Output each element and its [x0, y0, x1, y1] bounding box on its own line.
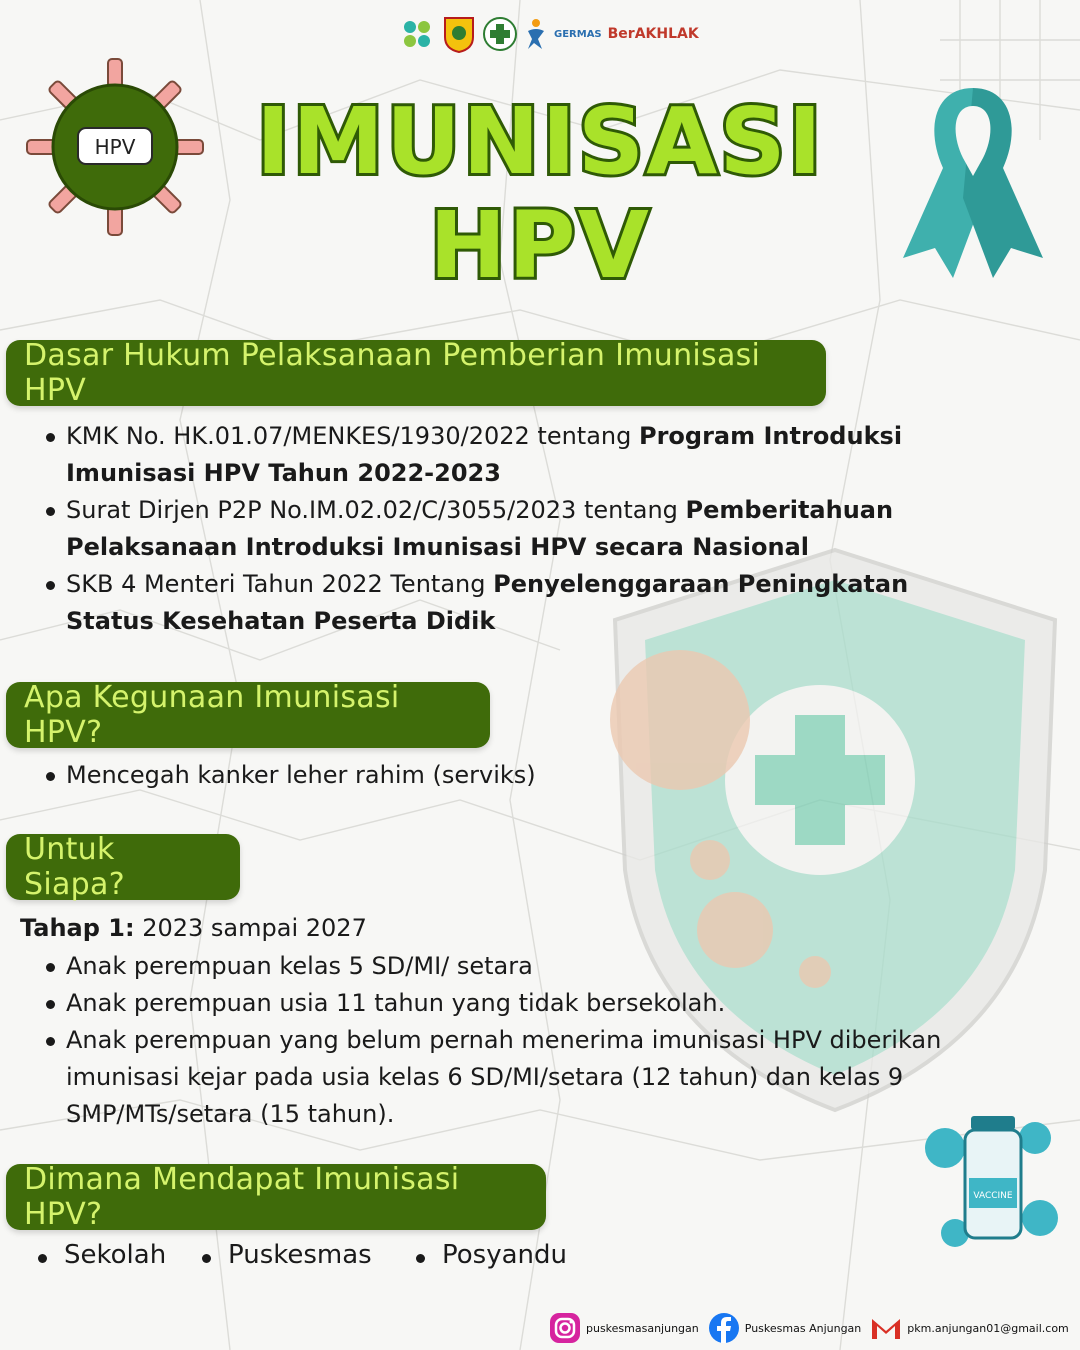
- place-item-sekolah: Sekolah: [38, 1240, 166, 1270]
- gmail-icon: [869, 1311, 903, 1345]
- email-contact[interactable]: [869, 1311, 1069, 1345]
- instagram-contact[interactable]: [548, 1311, 699, 1345]
- berakhlak-logo-text: BerAKHLAK: [607, 26, 699, 42]
- list-item: Anak perempuan kelas 5 SD/MI/ setara: [8, 948, 1008, 985]
- instagram-icon: [548, 1311, 582, 1345]
- partner-logos: [398, 12, 699, 56]
- regency-emblem-icon: [442, 15, 476, 53]
- list-item: Anak perempuan yang belum pernah menerima imunisasi HPV diberikan imunisasi kejar pada usia kelas 6 SD/MI/setara (12 tahun) dan kelas 9 SMP/MTs/setara (15 tahun).: [8, 1022, 1008, 1133]
- footer-contacts: [548, 1308, 1069, 1348]
- vaccine-vial-icon: [915, 1108, 1065, 1258]
- section-header-kegunaan: Apa Kegunaan Imunisasi HPV?: [6, 682, 490, 748]
- germas-figure-icon: [524, 17, 548, 51]
- kemenkes-logo-icon: [398, 15, 436, 53]
- list-item: Anak perempuan usia 11 tahun yang tidak bersekolah.: [8, 985, 1008, 1022]
- facebook-icon: [707, 1311, 741, 1345]
- untuk-siapa-list: [8, 948, 1008, 1133]
- title-line-2: HPV: [429, 192, 651, 299]
- vaccine-label: VACCINE: [973, 1191, 1013, 1201]
- title-line-1: IMUNISASI: [256, 88, 824, 195]
- tahap-period: 2023 sampai 2027: [134, 914, 367, 942]
- instagram-handle: puskesmasanjungan: [586, 1321, 699, 1335]
- list-item: SKB 4 Menteri Tahun 2022 Tentang Penyelenggaraan Peningkatan Status Kesehatan Peserta Didik: [8, 566, 948, 640]
- dasar-hukum-list: [8, 418, 948, 640]
- place-item-puskesmas: Puskesmas: [202, 1240, 372, 1270]
- puskesmas-logo-icon: [482, 16, 518, 52]
- section-header-untuk-siapa: Untuk Siapa?: [6, 834, 240, 900]
- facebook-contact[interactable]: [707, 1311, 862, 1345]
- facebook-page: Puskesmas Anjungan: [744, 1321, 862, 1335]
- germas-logo-text: GERMAS: [554, 28, 602, 40]
- place-item-posyandu: Posyandu: [416, 1240, 567, 1270]
- section-header-dasar-hukum: Dasar Hukum Pelaksanaan Pemberian Imunisasi HPV: [6, 340, 826, 406]
- virus-badge-label: HPV: [94, 135, 136, 159]
- list-item: Surat Dirjen P2P No.IM.02.02/C/3055/2023 tentang Pemberitahuan Pelaksanaan Introduksi Imunisasi HPV secara Nasional: [8, 492, 948, 566]
- list-item: Mencegah kanker leher rahim (serviks): [8, 757, 708, 794]
- kegunaan-list: [8, 757, 708, 794]
- list-item: KMK No. HK.01.07/MENKES/1930/2022 tentang Program Introduksi Imunisasi HPV Tahun 2022-2023: [8, 418, 948, 492]
- tahap-label: Tahap 1:: [20, 914, 135, 942]
- section-header-dimana: Dimana Mendapat Imunisasi HPV?: [6, 1164, 546, 1230]
- tahap-line: [20, 910, 367, 947]
- email-address: pkm.anjungan01@gmail.com: [907, 1321, 1069, 1335]
